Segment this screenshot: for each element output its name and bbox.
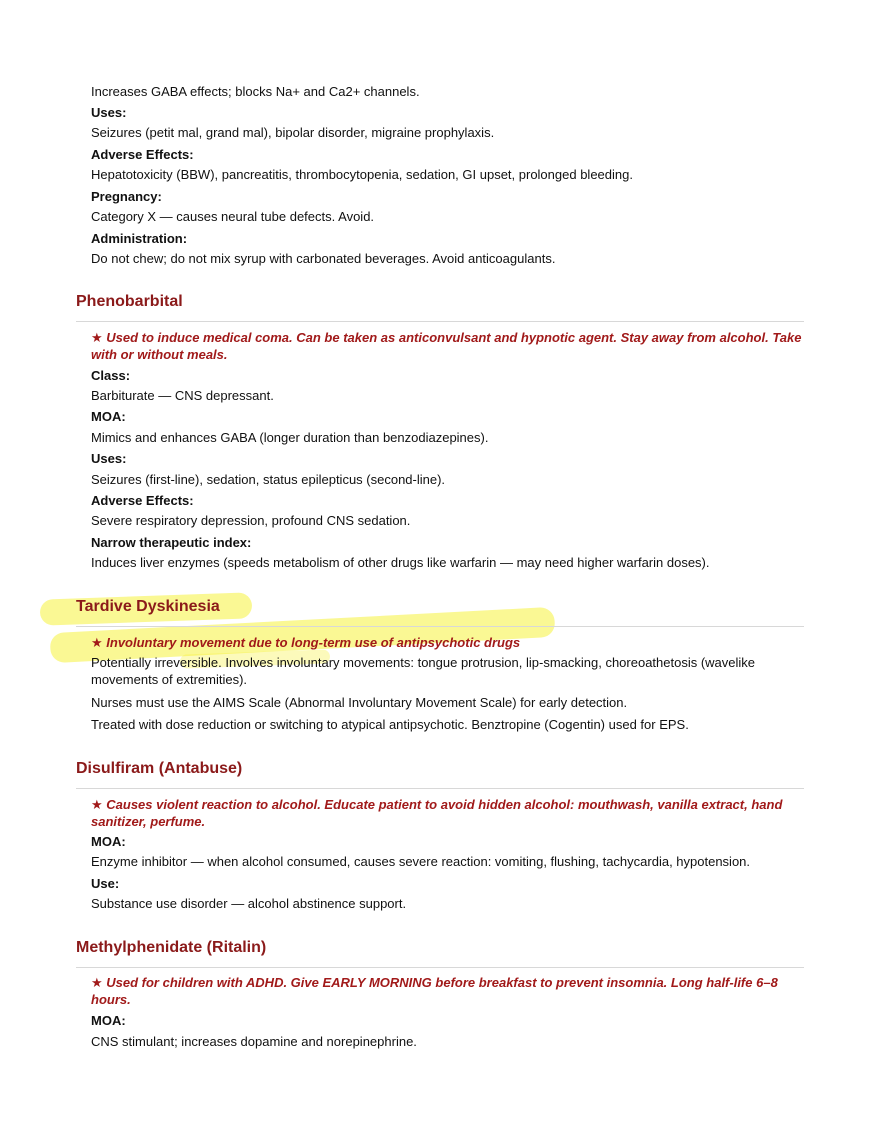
section-title-disulfiram: Disulfiram (Antabuse): [76, 760, 243, 777]
adverse-effects-label: Adverse Effects:: [91, 147, 194, 162]
section-title-tardive-dyskinesia: Tardive Dyskinesia: [76, 598, 220, 615]
class-label: Class:: [91, 368, 131, 383]
uses-text: Seizures (petit mal, grand mal), bipolar disorder, migraine prophylaxis.: [91, 125, 495, 140]
narrow-therapeutic-index-text: Induces liver enzymes (speeds metabolism of other drugs like warfarin — may need higher warfarin doses).: [91, 555, 710, 570]
section-divider: [76, 321, 804, 322]
key-note-phenobarbital: ★ Used to induce medical coma. Can be taken as anticonvulsant and hypnotic agent. Stay away from alcohol. Take with or without meals.: [91, 330, 802, 362]
section-divider: [76, 788, 804, 789]
tardive-paragraph-3: Treated with dose reduction or switching to atypical antipsychotic. Benztropine (Cogentin) used for EPS.: [91, 717, 689, 732]
key-note-methylphenidate: ★ Used for children with ADHD. Give EARLY MORNING before breakfast to prevent insomnia. Long half-life 6–8 hours.: [91, 975, 778, 1007]
moa-text: Increases GABA effects; blocks Na+ and Ca2+ channels.: [91, 84, 420, 99]
section-title-phenobarbital: Phenobarbital: [76, 293, 183, 310]
uses-label: Uses:: [91, 105, 127, 120]
key-note-tardive-dyskinesia: ★ Involuntary movement due to long-term use of antipsychotic drugs: [91, 635, 521, 650]
uses-text: Seizures (first-line), sedation, status epilepticus (second-line).: [91, 472, 446, 487]
class-text: Barbiturate — CNS depressant.: [91, 388, 274, 403]
administration-text: Do not chew; do not mix syrup with carbonated beverages. Avoid anticoagulants.: [91, 251, 556, 266]
tardive-paragraph-1: Potentially irreversible. Involves involuntary movements: tongue protrusion, lip-smacking, choreoathetosis (wavelike movements of extremities).: [91, 655, 756, 687]
section-divider: [76, 626, 804, 627]
moa-label: MOA:: [91, 1013, 126, 1028]
moa-text: CNS stimulant; increases dopamine and norepinephrine.: [91, 1034, 417, 1049]
section-title-methylphenidate: Methylphenidate (Ritalin): [76, 939, 267, 956]
administration-label: Administration:: [91, 231, 188, 246]
narrow-therapeutic-index-label: Narrow therapeutic index:: [91, 535, 252, 550]
tardive-paragraph-2: Nurses must use the AIMS Scale (Abnormal Involuntary Movement Scale) for early detection.: [91, 695, 628, 710]
moa-label: MOA:: [91, 834, 126, 849]
section-divider: [76, 967, 804, 968]
moa-text: Mimics and enhances GABA (longer duration than benzodiazepines).: [91, 430, 489, 445]
adverse-effects-label: Adverse Effects:: [91, 493, 194, 508]
moa-label: MOA:: [91, 409, 126, 424]
key-note-disulfiram: ★ Causes violent reaction to alcohol. Educate patient to avoid hidden alcohol: mouthwash, vanilla extract, hand sanitizer, perfume.: [91, 797, 783, 829]
use-label: Use:: [91, 876, 120, 891]
moa-text: Enzyme inhibitor — when alcohol consumed, causes severe reaction: vomiting, flushing, tachycardia, hypotension.: [91, 854, 751, 869]
pregnancy-label: Pregnancy:: [91, 189, 162, 204]
pregnancy-text: Category X — causes neural tube defects. Avoid.: [91, 209, 375, 224]
adverse-effects-text: Hepatotoxicity (BBW), pancreatitis, thrombocytopenia, sedation, GI upset, prolonged bleeding.: [91, 167, 633, 182]
adverse-effects-text: Severe respiratory depression, profound CNS sedation.: [91, 513, 411, 528]
uses-label: Uses:: [91, 451, 127, 466]
use-text: Substance use disorder — alcohol abstinence support.: [91, 896, 407, 911]
